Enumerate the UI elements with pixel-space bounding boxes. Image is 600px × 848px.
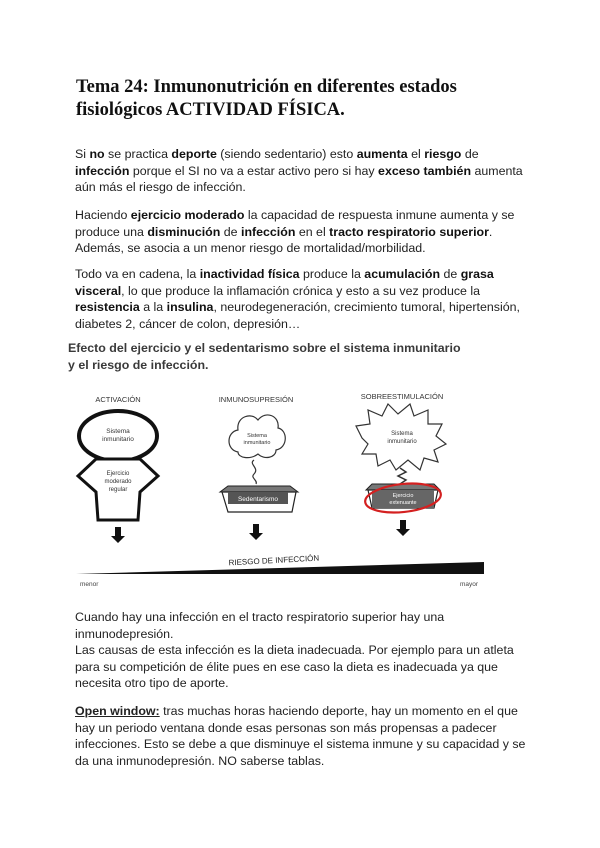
paragraph-sedentarismo: Si no se practica deporte (siendo sedentario) esto aumenta el riesgo de infección porque el SI no va a estar activo pero si hay exceso también aumenta aún más el riesgo de infección. [75, 147, 523, 195]
emphasis: tracto respiratorio superior [329, 224, 489, 239]
emphasis: riesgo [424, 147, 462, 161]
paragraph-ejercicio-moderado: Haciendo ejercicio moderado la capacidad de respuesta inmune aumenta y se produce una disminución de infección en el tracto respiratorio superior. Además, se asocia a un menor riesgo de mortalidad/morbilidad. [75, 208, 515, 256]
emphasis: ejercicio moderado [130, 208, 245, 222]
risk-label: RIESGO DE INFECCIÓN [228, 553, 320, 568]
paragraph-open-window: Open window: tras muchas horas haciendo deporte, hay un momento en el que hay un periodo ventana donde esas personas son más propensas a padecer infecciones. Esto se debe a que disminuye el sistema inmune y su capacidad y se da una inmunodepresión. NO saberse tablas. [75, 704, 526, 768]
title-line-1: Tema 24: Inmunonutrición en diferentes estados [76, 77, 457, 97]
figure-diagram [66, 340, 496, 590]
spring-icon [252, 460, 256, 484]
scale-max-label: mayor [459, 581, 478, 588]
figure-title: Efecto del ejercicio y el sedentarismo sobre el sistema inmunitario y el riesgo de infección. [68, 341, 461, 372]
panel-activacion [78, 395, 158, 543]
emphasis: infección [241, 224, 296, 239]
down-arrow-icon [396, 520, 410, 536]
panel-inmunosupresion [219, 395, 298, 540]
risk-scale [76, 554, 484, 588]
paragraph-cadena: Todo va en cadena, la inactividad física produce la acumulación de grasa visceral, lo que produce la inflamación crónica y esto a su vez produce la resistencia a la insulina, neurodegeneración, crecimiento tumoral, hipertensión, diabetes 2, cáncer de colon, depresión… [75, 267, 520, 331]
emphasis: exceso también [378, 163, 472, 178]
down-arrow-icon [111, 527, 125, 543]
emphasis: insulina [166, 300, 214, 315]
box-text: moderado [104, 479, 132, 485]
panel-label: ACTIVACIÓN [95, 395, 141, 404]
emphasis: resistencia [75, 300, 140, 315]
box-text: regular [108, 487, 128, 493]
spring-icon [398, 468, 406, 484]
bubble-text: inmunitario [387, 439, 417, 445]
box-text: extenuante [389, 500, 417, 506]
page-title [76, 76, 546, 122]
bubble-text: Sistema [247, 433, 267, 439]
bubble-text: inmunitario [102, 436, 134, 443]
emphasis: deporte [171, 147, 217, 161]
down-arrow-icon [249, 524, 263, 540]
box-text: Ejercicio [106, 471, 130, 477]
emphasis: infección [75, 163, 130, 178]
figure-ejercicio-sistema-inmunitario [66, 340, 496, 590]
box-lid [220, 486, 298, 492]
panel-label: INMUNOSUPRESIÓN [218, 395, 294, 404]
emphasis: disminución [147, 224, 221, 239]
scale-min-label: menor [80, 581, 99, 588]
panel-label: SOBREESTIMULACIÓN [360, 392, 444, 401]
emphasis: inactividad física [199, 267, 300, 281]
emphasis: aumenta [356, 147, 408, 161]
emphasis: no [89, 147, 105, 161]
title-line-2: fisiológicos ACTIVIDAD FÍSICA. [76, 100, 345, 120]
box-text: Sedentarismo [237, 496, 279, 503]
box-text: Ejercicio [392, 493, 414, 499]
paragraph-infeccion-tracto: Cuando hay una infección en el tracto respiratorio superior hay una inmunodepresión. Las causas de esta infección es la dieta inadecuada. Por ejemplo para un atleta para su competición de élite pues en ese caso la dieta es inadecuada ya que necesita otro tipo de aporte. [75, 610, 514, 691]
bubble-text: inmunitario [243, 440, 271, 446]
emphasis: grasa visceral [75, 267, 494, 298]
open-window-term: Open window: [75, 704, 160, 718]
emphasis: acumulación [364, 267, 441, 281]
panel-sobreestimulacion [356, 392, 446, 536]
bubble-text: Sistema [106, 428, 130, 435]
bubble-text: Sistema [391, 431, 413, 437]
immune-system-bubble [356, 404, 446, 470]
